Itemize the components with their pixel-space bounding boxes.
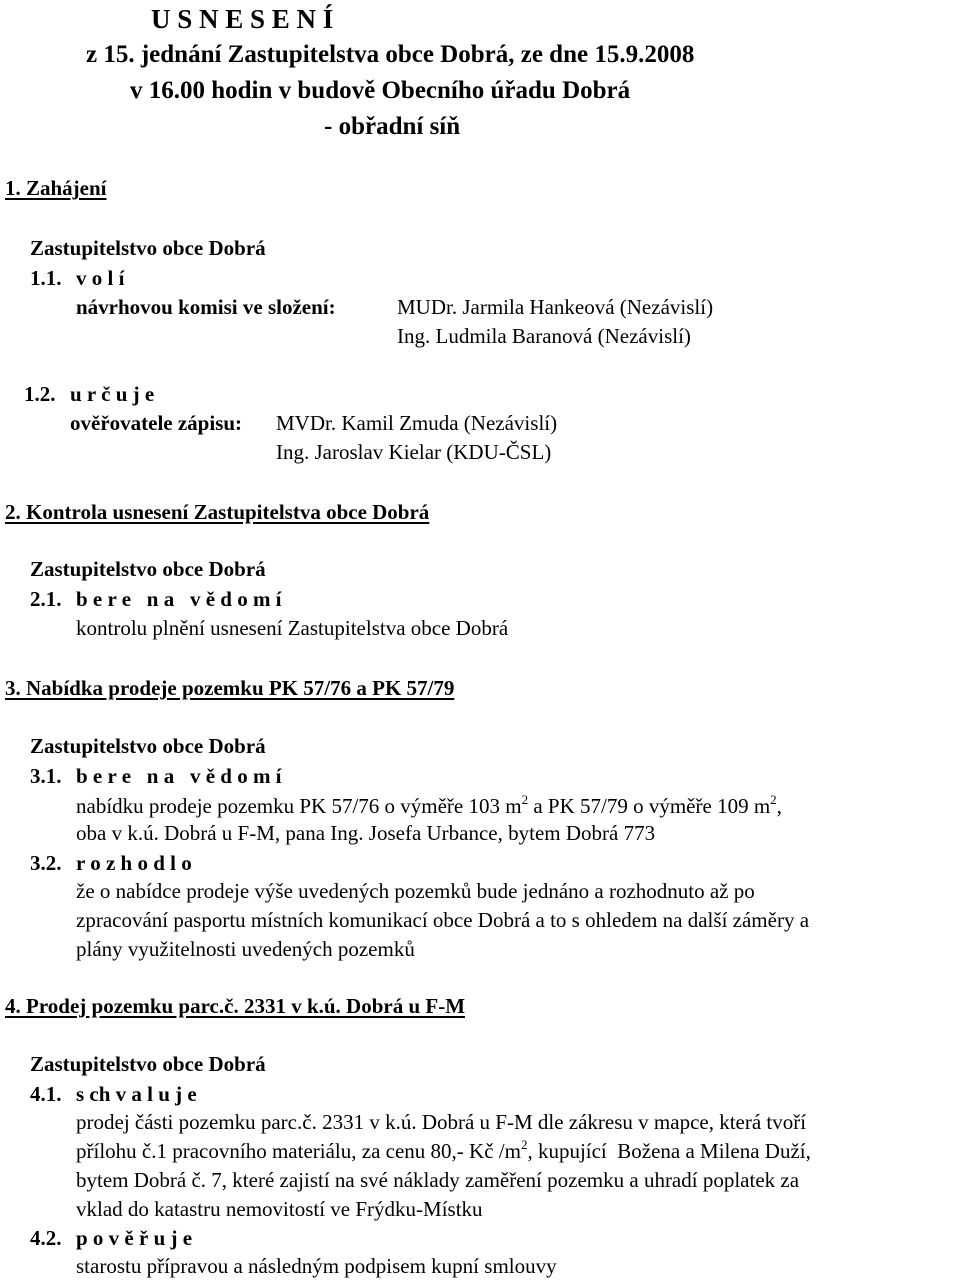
document-title: U S N E S E N Í	[151, 4, 334, 34]
header-line-1: z 15. jednání Zastupitelstva obce Dobrá, ze dne 15.9.2008	[86, 41, 695, 68]
section-1-2-verb: u r č u j e	[70, 382, 155, 406]
section-4-1-line-4: vklad do katastru nemovitostí ve Frýdku-Místku	[76, 1197, 483, 1221]
section-4-2-verb: p o v ě ř u j e	[76, 1226, 193, 1250]
section-4-body: Zastupitelstvo obce Dobrá	[30, 1052, 266, 1076]
committee-member-1: MUDr. Jarmila Hankeová (Nezávislí)	[397, 295, 714, 319]
section-4-1-verb: s ch v a l u j e	[76, 1082, 197, 1106]
committee-member-2: Ing. Ludmila Baranová (Nezávislí)	[397, 324, 691, 348]
section-4-2-number: 4.2.	[30, 1226, 62, 1250]
section-1-1-verb: v o l í	[76, 266, 125, 290]
verifier-2: Ing. Jaroslav Kielar (KDU-ČSL)	[276, 440, 552, 464]
section-3-2-verb: r o z h o d l o	[76, 851, 192, 875]
verifier-1: MVDr. Kamil Zmuda (Nezávislí)	[276, 411, 558, 435]
section-2-1-verb: b e r e n a v ě d o m í	[76, 587, 282, 611]
section-4-1-number: 4.1.	[30, 1082, 62, 1106]
section-2-heading: 2. Kontrola usnesení Zastupitelstva obce Dobrá	[5, 500, 430, 524]
section-1-1-label: návrhovou komisi ve složení:	[76, 295, 336, 319]
section-4-1-line-2: přílohu č.1 pracovního materiálu, za cenu 80,- Kč $/m^2$, kupující Božena a Milena Duží,	[76, 1137, 811, 1163]
section-3-1-line-1: nabídku prodeje pozemku PK 57/76 o výměře 103 $m^2$ a PK 57/79 o výměře 109 $m^2$,	[76, 792, 782, 818]
section-1-heading: 1. Zahájení	[5, 176, 107, 200]
section-4-2-text: starostu přípravou a následným podpisem kupní smlouvy	[76, 1254, 557, 1278]
header-line-2: v 16.00 hodin v budově Obecního úřadu Dobrá	[130, 77, 631, 104]
section-3-2-line-1: že o nabídce prodeje výše uvedených pozemků bude jednáno a rozhodnuto až po	[76, 879, 755, 903]
section-3-2-line-2: zpracování pasportu místních komunikací obce Dobrá a to s ohledem na další záměry a	[76, 908, 810, 932]
section-2-body: Zastupitelstvo obce Dobrá	[30, 557, 266, 581]
section-3-heading: 3. Nabídka prodeje pozemku PK 57/76 a PK 57/79	[5, 676, 455, 700]
section-4-1-line-3: bytem Dobrá č. 7, které zajistí na své náklady zaměření pozemku a uhradí poplatek za	[76, 1168, 800, 1192]
section-2-1-text: kontrolu plnění usnesení Zastupitelstva obce Dobrá	[76, 616, 509, 640]
section-1-1-number: 1.1.	[30, 266, 62, 290]
section-2-1-number: 2.1.	[30, 587, 62, 611]
section-1-body: Zastupitelstvo obce Dobrá	[30, 236, 266, 260]
header-line-3: - obřadní síň	[324, 113, 461, 140]
section-3-2-line-3: plány využitelnosti uvedených pozemků	[76, 937, 415, 961]
section-4-1-line-1: prodej části pozemku parc.č. 2331 v k.ú. Dobrá u F-M dle zákresu v mapce, která tvoří	[76, 1110, 807, 1134]
section-3-1-number: 3.1.	[30, 764, 62, 788]
section-3-body: Zastupitelstvo obce Dobrá	[30, 734, 266, 758]
section-3-2-number: 3.2.	[30, 851, 62, 875]
section-3-1-verb: b e r e n a v ě d o m í	[76, 764, 282, 788]
section-1-2-number: 1.2.	[24, 382, 56, 406]
section-4-heading: 4. Prodej pozemku parc.č. 2331 v k.ú. Dobrá u F-M	[5, 994, 466, 1018]
section-3-1-line-2: oba v k.ú. Dobrá u F-M, pana Ing. Josefa Urbance, bytem Dobrá 773	[76, 821, 656, 845]
section-1-2-label: ověřovatele zápisu:	[70, 411, 243, 435]
